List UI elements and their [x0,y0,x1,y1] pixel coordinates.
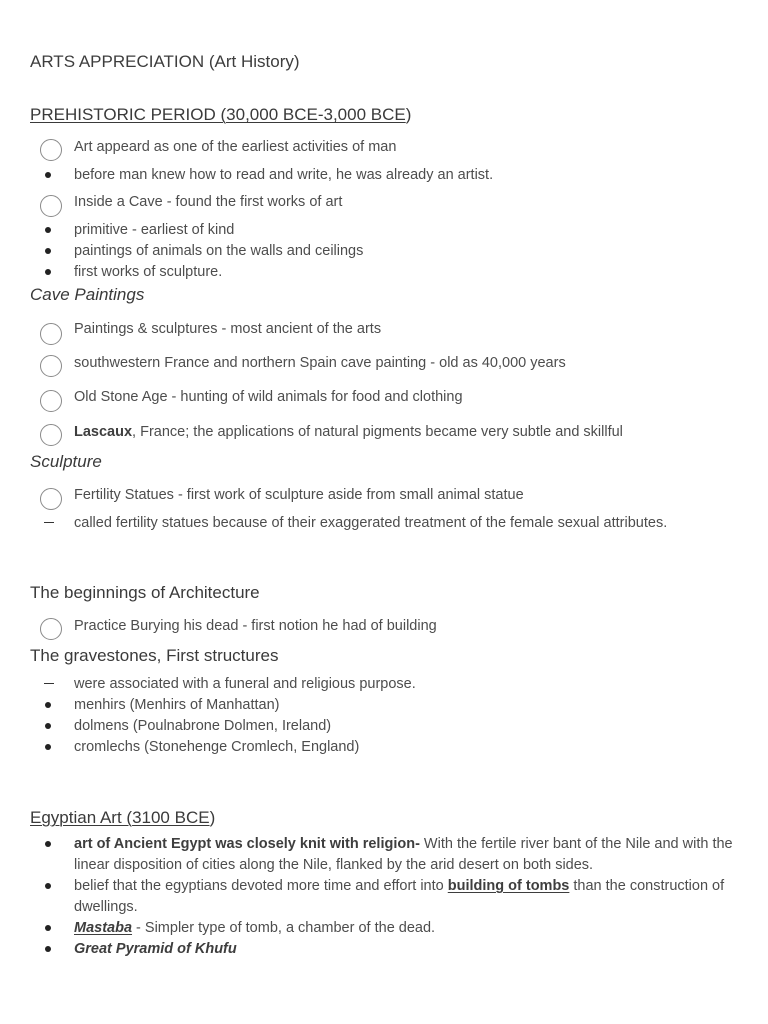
egyptian-item2-bold: building of tombs [447,878,570,894]
list-item-text [74,939,746,960]
list-item [0,242,768,264]
list-item [0,738,768,760]
lascaux-rest: , France; the applications of natural pigments became very subtle and skillful [132,424,623,440]
bullet-icon [45,883,51,889]
list-item [0,675,768,697]
list-item [0,221,768,243]
list-item [0,388,768,410]
list-item-text: cromlechs (Stonehenge Cromlech, England) [74,739,360,755]
egyptian-item2-pre: belief that the egyptians devoted more time and effort into [74,878,448,894]
dash-icon [44,522,54,523]
checkbox-circle-icon[interactable] [40,323,62,345]
cave-paintings-heading: Cave Paintings [30,285,145,304]
list-item-text: before man knew how to read and write, he was already an artist. [74,167,494,183]
list-item-text [74,918,746,939]
sculpture-heading: Sculpture [30,452,102,471]
bullet-icon [45,702,51,708]
list-item-text [74,424,623,440]
bullet-icon [45,723,51,729]
list-item-text [74,876,746,918]
list-item-text: Practice Burying his dead - first notion he had of building [74,618,437,634]
list-item-text: Old Stone Age - hunting of wild animals for food and clothing [74,389,463,405]
list-item-text [74,834,746,876]
egyptian-heading [30,808,215,828]
egyptian-item3-rest: - Simpler type of tomb, a chamber of the dead. [132,920,436,936]
list-item [0,193,768,215]
list-item [0,138,768,160]
prehistoric-heading-underlined: PREHISTORIC PERIOD (30,000 BCE-3,000 BCE [30,105,406,124]
checkbox-circle-icon[interactable] [40,390,62,412]
checkbox-circle-icon[interactable] [40,618,62,640]
list-item-text: menhirs (Menhirs of Manhattan) [74,697,280,713]
list-item [0,696,768,718]
egyptian-item1-rest: With the fertile river bant of the Nile and with the linear disposition of cities along the Nile, flanked by the arid desert on both sides. [74,836,733,873]
bullet-icon [45,269,51,275]
list-item-text: primitive - earliest of kind [74,222,235,238]
list-item [0,354,768,376]
list-item-text: dolmens (Poulnabrone Dolmen, Ireland) [74,718,332,734]
list-item-text: called fertility statues because of their exaggerated treatment of the female sexual attributes. [74,515,668,531]
list-item-text: Fertility Statues - first work of sculpture aside from small animal statue [74,487,524,503]
list-item [0,486,768,508]
list-item [0,263,768,285]
bullet-icon [45,248,51,254]
prehistoric-heading [30,105,411,125]
bullet-icon [45,172,51,178]
checkbox-circle-icon[interactable] [40,195,62,217]
list-item-text: Paintings & sculptures - most ancient of the arts [74,321,382,337]
list-item-text: southwestern France and northern Spain cave painting - old as 40,000 years [74,355,566,371]
checkbox-circle-icon[interactable] [40,488,62,510]
architecture-heading: The beginnings of Architecture [30,583,260,602]
egyptian-item4-bold: Great Pyramid of Khufu [74,941,237,957]
list-item-text: Inside a Cave - found the first works of art [74,194,343,210]
list-item [0,717,768,739]
bullet-icon [45,744,51,750]
bullet-icon [45,841,51,847]
list-item [0,166,768,188]
prehistoric-heading-tail: ) [405,105,412,124]
list-item-text: Art appeard as one of the earliest activities of man [74,139,397,155]
bullet-icon [45,925,51,931]
list-item-text: were associated with a funeral and religious purpose. [74,676,416,692]
egyptian-heading-part1: Egyptian Art ( [30,808,133,827]
dash-icon [44,683,54,684]
list-item [0,514,768,536]
bullet-icon [45,227,51,233]
checkbox-circle-icon[interactable] [40,424,62,446]
gravestones-heading: The gravestones, First structures [30,646,279,665]
egyptian-heading-part3: ) [209,808,216,827]
egyptian-item1-bold: art of Ancient Egypt was closely knit with religion- [74,836,420,852]
page-title: ARTS APPRECIATION (Art History) [30,52,300,71]
egyptian-heading-part2: 3100 BCE [132,808,210,827]
egyptian-item3-bold: Mastaba [74,920,133,936]
egyptian-item2-post: than the construction of dwellings. [74,878,725,915]
list-item-text: paintings of animals on the walls and ceilings [74,243,364,259]
bullet-icon [45,946,51,952]
list-item [0,617,768,639]
checkbox-circle-icon[interactable] [40,355,62,377]
checkbox-circle-icon[interactable] [40,139,62,161]
list-item-text: first works of sculpture. [74,264,223,280]
lascaux-bold: Lascaux [74,424,133,440]
list-item [0,320,768,342]
list-item [0,423,768,445]
